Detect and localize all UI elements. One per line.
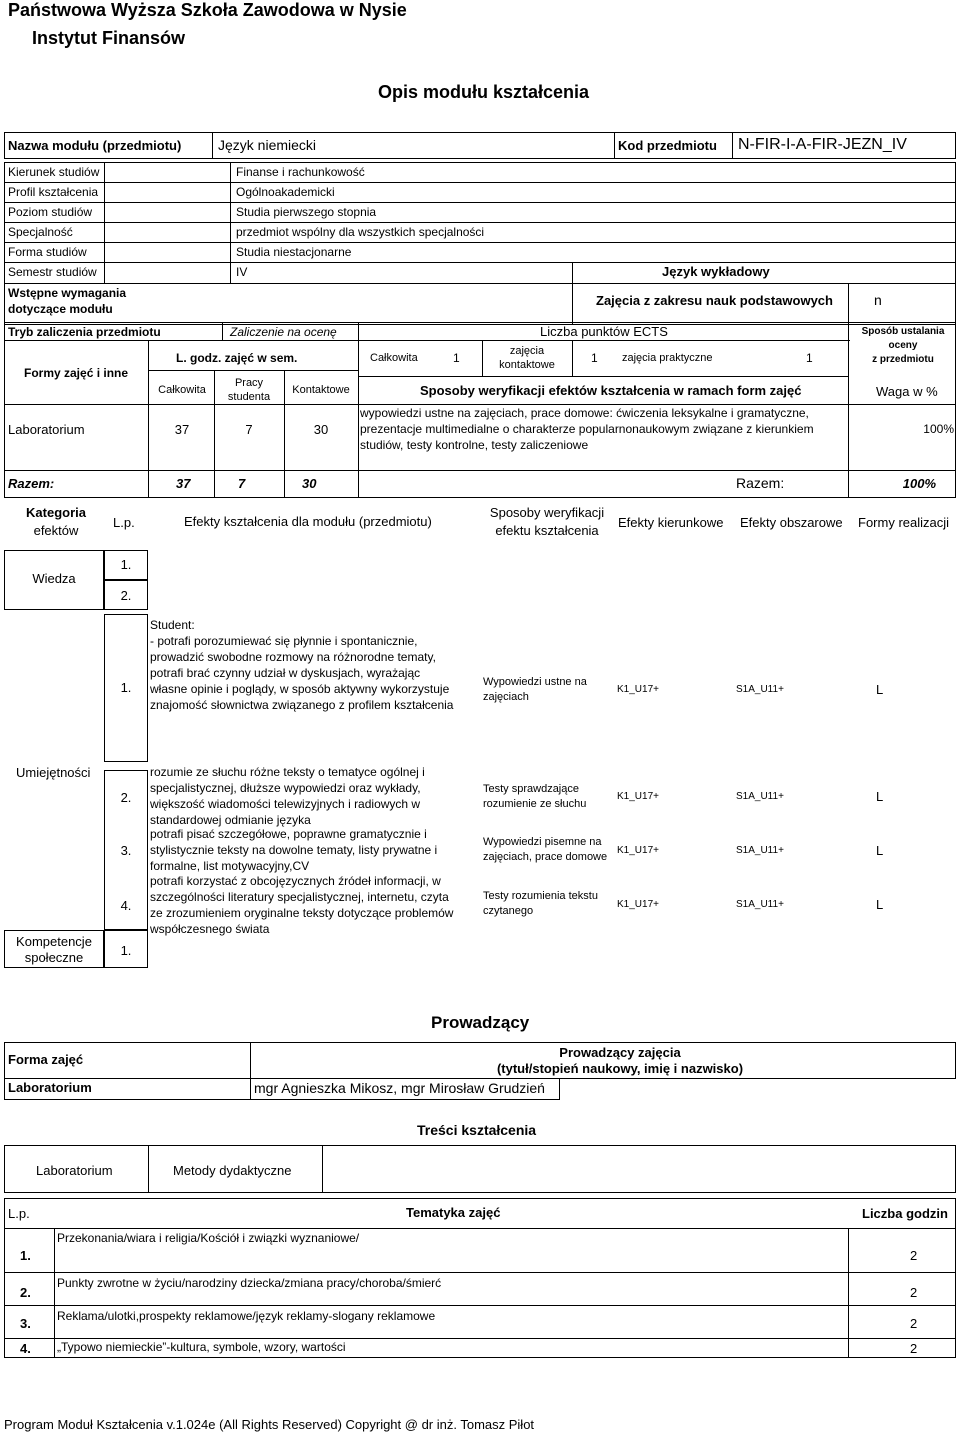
skill-area-effect-3: S1A_U11+ (736, 845, 784, 856)
course-content-title: Treści kształcenia (417, 1122, 537, 1138)
ects-contact-label-line2: kontaktowe (499, 359, 555, 371)
skills-label: Umiejętności (16, 765, 91, 780)
lab-verification-line1: wypowiedzi ustne na zajęciach, prace domowe: ćwiczenia leksykalne i gramatyczne, (360, 406, 809, 420)
education-profile-value: Ogólnoakademicki (236, 185, 335, 199)
skill-1-line: prowadzić swobodne rozmowy na różnorodne tematy, (150, 650, 436, 664)
semester-label: Semestr studiów (8, 265, 97, 279)
skill-4-method-line: czytanego (483, 905, 534, 917)
category-header-line1: Kategoria (26, 505, 86, 520)
lab-form-label: Laboratorium (8, 422, 85, 437)
course-code-label: Kod przedmiotu (618, 138, 717, 153)
skill-1-line: własne opinie i poglądy, w sposób aktywny wykorzystuje (150, 682, 450, 696)
student-work-col-header-line2: studenta (227, 391, 271, 403)
knowledge-lp-2: 2. (120, 588, 132, 603)
topic-lp-1: 1. (20, 1248, 31, 1263)
skill-description-1 (150, 617, 453, 713)
skill-3-method-line: Wypowiedzi pisemne na (483, 836, 602, 848)
grading-method-line3: z przedmiotu (872, 354, 934, 365)
topic-subject-1: Przekonania/wiara i religia/Kościół i związki wyznaniowe/ (57, 1231, 360, 1245)
totals-label: Razem: (8, 476, 55, 491)
topics-subject-header: Tematyka zajęć (406, 1205, 501, 1220)
field-of-study-label: Kierunek studiów (8, 165, 100, 179)
skill-1-method-line: Wypowiedzi ustne na (483, 676, 587, 688)
totals-row (4, 470, 956, 498)
instructor-label-line1: Prowadzący zajęcia (559, 1045, 681, 1060)
specialization-label: Specjalność (8, 225, 73, 239)
skill-lp-3: 3. (120, 843, 132, 858)
topic-hours-1: 2 (910, 1248, 918, 1263)
totals-total-hours: 37 (176, 476, 191, 491)
skill-description-2 (150, 764, 425, 828)
skill-direction-effect-1: K1_U17+ (617, 684, 659, 695)
skill-4-line: współczesnego świata (150, 922, 270, 936)
skill-area-effect-1: S1A_U11+ (736, 684, 784, 695)
lab-verification-line3: studiów, testy kontrolne, testy zaliczeniowe (360, 438, 589, 452)
contact-col-header: Kontaktowe (292, 384, 350, 396)
study-level-value: Studia pierwszego stopnia (236, 205, 377, 219)
skill-4-line: potrafi korzystać z obcojęzycznych źródeł informacji, w (150, 874, 441, 888)
ects-contact-label-line1: zajęcia (509, 345, 545, 357)
knowledge-label: Wiedza (32, 571, 76, 586)
education-profile-label: Profil kształcenia (8, 185, 99, 199)
class-form-label: Forma zajęć (8, 1052, 84, 1067)
skill-lp-1: 1. (120, 680, 132, 695)
skill-description-4 (150, 873, 453, 937)
outcomes-header: Efekty kształcenia dla modułu (przedmiotu) (184, 514, 432, 529)
competence-label-line1: Kompetencje (16, 934, 92, 949)
skill-3-line: stylistycznie teksty na dowolne tematy, listy prywatne i (150, 843, 438, 857)
topics-hours-header: Liczba godzin (862, 1206, 948, 1221)
topic-subject-2: Punkty zwrotne w życiu/narodziny dziecka/zmiana pracy/choroba/śmierć (57, 1276, 442, 1290)
skill-method-4 (483, 889, 598, 919)
study-form-value: Studia niestacjonarne (236, 245, 352, 259)
lecture-language-label: Język wykładowy (662, 264, 770, 279)
grading-method-line1: Sposób ustalania (861, 326, 945, 337)
skill-2-line: specjalistycznej, dłuższe wypowiedzi oraz wykłady, (150, 781, 421, 795)
topic-hours-3: 2 (910, 1316, 918, 1331)
prerequisites-label-line2: dotyczące modułu (8, 302, 113, 316)
skill-3-line: formalne, list motywacyjny,CV (150, 859, 310, 873)
skill-delivery-form-1: L (876, 682, 884, 697)
totals-weight: 100% (902, 476, 936, 491)
skill-description-3 (150, 826, 437, 874)
skill-3-line: potrafi pisać szczegółowe, poprawne gramatycznie i (150, 827, 427, 841)
module-name-value: Język niemiecki (218, 137, 317, 153)
ects-total-label: Całkowita (370, 352, 418, 364)
direction-effects-header: Efekty kierunkowe (618, 515, 724, 530)
specialization-value: przedmiot wspólny dla wszystkich specjalności (236, 225, 485, 239)
skill-4-method-line: Testy rozumienia tekstu (483, 890, 598, 902)
skill-1-line: potrafi brać czynny udział w dyskusjach, wyrażając (150, 666, 421, 680)
topic-subject-4: „Typowo niemieckie”-kultura, symbole, wzory, wartości (57, 1340, 346, 1354)
module-name-label: Nazwa modułu (przedmiotu) (8, 138, 182, 153)
institute-name: Instytut Finansów (32, 28, 185, 48)
lab-verification-line2: prezentacje multimedialne o charakterze popularnonaukowym związane z kierunkiem (360, 422, 814, 436)
skill-direction-effect-4: K1_U17+ (617, 899, 659, 910)
semester-hours-label: L. godz. zajęć w sem. (176, 351, 298, 365)
skill-lp-4: 4. (120, 898, 132, 913)
skill-method-2 (483, 782, 586, 812)
topic-lp-2: 2. (20, 1285, 31, 1300)
verification-header-line2: efektu kształcenia (495, 523, 599, 538)
lp-header: L.p. (113, 515, 135, 530)
totals-label-weight: Razem: (736, 475, 785, 491)
totals-contact-hours: 30 (302, 476, 317, 491)
prerequisites-label-line1: Wstępne wymagania (8, 286, 127, 300)
skill-method-3 (483, 835, 607, 865)
area-effects-header: Efekty obszarowe (740, 515, 843, 530)
lab-contact-hours: 30 (313, 422, 329, 437)
skill-direction-effect-3: K1_U17+ (617, 845, 659, 856)
skill-area-effect-2: S1A_U11+ (736, 791, 784, 802)
basic-sciences-label: Zajęcia z zakresu nauk podstawowych (596, 293, 833, 308)
competence-label-line2: społeczne (24, 950, 84, 965)
skill-delivery-form-2: L (876, 789, 884, 804)
skill-3-method-line: zajęciach, prace domowe (483, 851, 608, 863)
assessment-mode-label: Tryb zaliczenia przedmiotu (8, 325, 161, 339)
methods-box (4, 1145, 956, 1193)
topic-hours-2: 2 (910, 1285, 918, 1300)
skill-direction-effect-2: K1_U17+ (617, 791, 659, 802)
ects-practical-label: zajęcia praktyczne (622, 352, 713, 364)
knowledge-lp-1: 1. (120, 557, 132, 572)
course-code-value: N-FIR-I-A-FIR-JEZN_IV (738, 136, 907, 153)
didactic-methods-label: Metody dydaktyczne (173, 1163, 292, 1178)
instructors-title: Prowadzący (431, 1013, 530, 1032)
skill-1-line: Student: (150, 618, 195, 632)
grading-method-line2: oceny (888, 340, 918, 351)
study-level-label: Poziom studiów (8, 205, 93, 219)
skill-1-method-line: zajęciach (483, 691, 529, 703)
verification-methods-header: Sposoby weryfikacji efektów kształcenia w ramach form zajęć (420, 383, 802, 398)
lab-weight: 100% (923, 422, 954, 436)
skill-2-method-line: Testy sprawdzające (483, 783, 579, 795)
class-forms-label: Formy zajęć i inne (24, 366, 129, 380)
delivery-forms-header: Formy realizacji (858, 515, 950, 530)
basic-sciences-value: n (874, 292, 882, 308)
skill-2-line: większość wiadomości telewizyjnych i radiowych w (150, 797, 421, 811)
topic-subject-3: Reklama/ulotki,prospekty reklamowe/język reklamy-slogany reklamowe (57, 1309, 436, 1323)
verification-header-line1: Sposoby weryfikacji (489, 505, 605, 520)
skill-area-effect-4: S1A_U11+ (736, 899, 784, 910)
lab-student-hours: 7 (245, 422, 253, 437)
topic-lp-3: 3. (20, 1316, 31, 1331)
semester-value: IV (236, 265, 248, 279)
skill-2-line: standardowej odmianie języka (150, 813, 311, 827)
skill-4-line: szczególności literatury specjalistycznej, internetu, czyta (150, 890, 449, 904)
topic-lp-4: 4. (20, 1341, 31, 1356)
ects-total-value: 1 (453, 351, 460, 365)
footer-copyright: Program Moduł Kształcenia v.1.024e (All Rights Reserved) Copyright @ dr inż. Tomasz Piłot (4, 1417, 535, 1432)
topics-lp-header: L.p. (8, 1206, 30, 1221)
instructor-row-form: Laboratorium (8, 1080, 92, 1095)
skill-lp-2: 2. (120, 790, 132, 805)
competence-lp-1: 1. (120, 943, 132, 958)
skill-delivery-form-3: L (876, 843, 884, 858)
skill-method-1 (483, 675, 587, 705)
skill-1-line: znajomość słownictwa związanego z profilem kształcenia (150, 698, 454, 712)
assessment-mode-value: Zaliczenie na ocenę (230, 325, 337, 339)
totals-student-hours: 7 (238, 476, 246, 491)
lab-total-hours: 37 (174, 422, 190, 437)
weight-header: Waga w % (876, 384, 938, 399)
study-form-label: Forma studiów (8, 245, 87, 259)
skill-2-method-line: rozumienie ze słuchu (483, 798, 587, 810)
instructor-label-line2: (tytuł/stopień naukowy, imię i nazwisko) (496, 1061, 744, 1076)
student-work-col-header-line1: Pracy (234, 377, 264, 389)
school-name: Państwowa Wyższa Szkoła Zawodowa w Nysie (8, 0, 407, 20)
instructor-row-names: mgr Agnieszka Mikosz, mgr Mirosław Grudzień (254, 1080, 545, 1096)
total-hours-col-header: Całkowita (158, 384, 206, 396)
skill-1-line: - potrafi porozumiewać się płynnie i spontanicznie, (150, 634, 418, 648)
ects-points-label: Liczba punktów ECTS (540, 324, 668, 339)
topic-hours-4: 2 (910, 1341, 918, 1356)
skill-delivery-form-4: L (876, 897, 884, 912)
ects-practical-value: 1 (806, 351, 813, 365)
ects-contact-value: 1 (591, 351, 598, 365)
category-header-line2: efektów (33, 523, 79, 538)
skill-4-line: ze zrozumieniem oryginalne teksty dotyczące problemów (150, 906, 454, 920)
field-of-study-value: Finanse i rachunkowość (236, 165, 365, 179)
content-lab-label: Laboratorium (36, 1163, 113, 1178)
skill-2-line: rozumie ze słuchu różne teksty o tematyce ogólnej i (150, 765, 425, 779)
document-title: Opis modułu kształcenia (378, 82, 590, 102)
